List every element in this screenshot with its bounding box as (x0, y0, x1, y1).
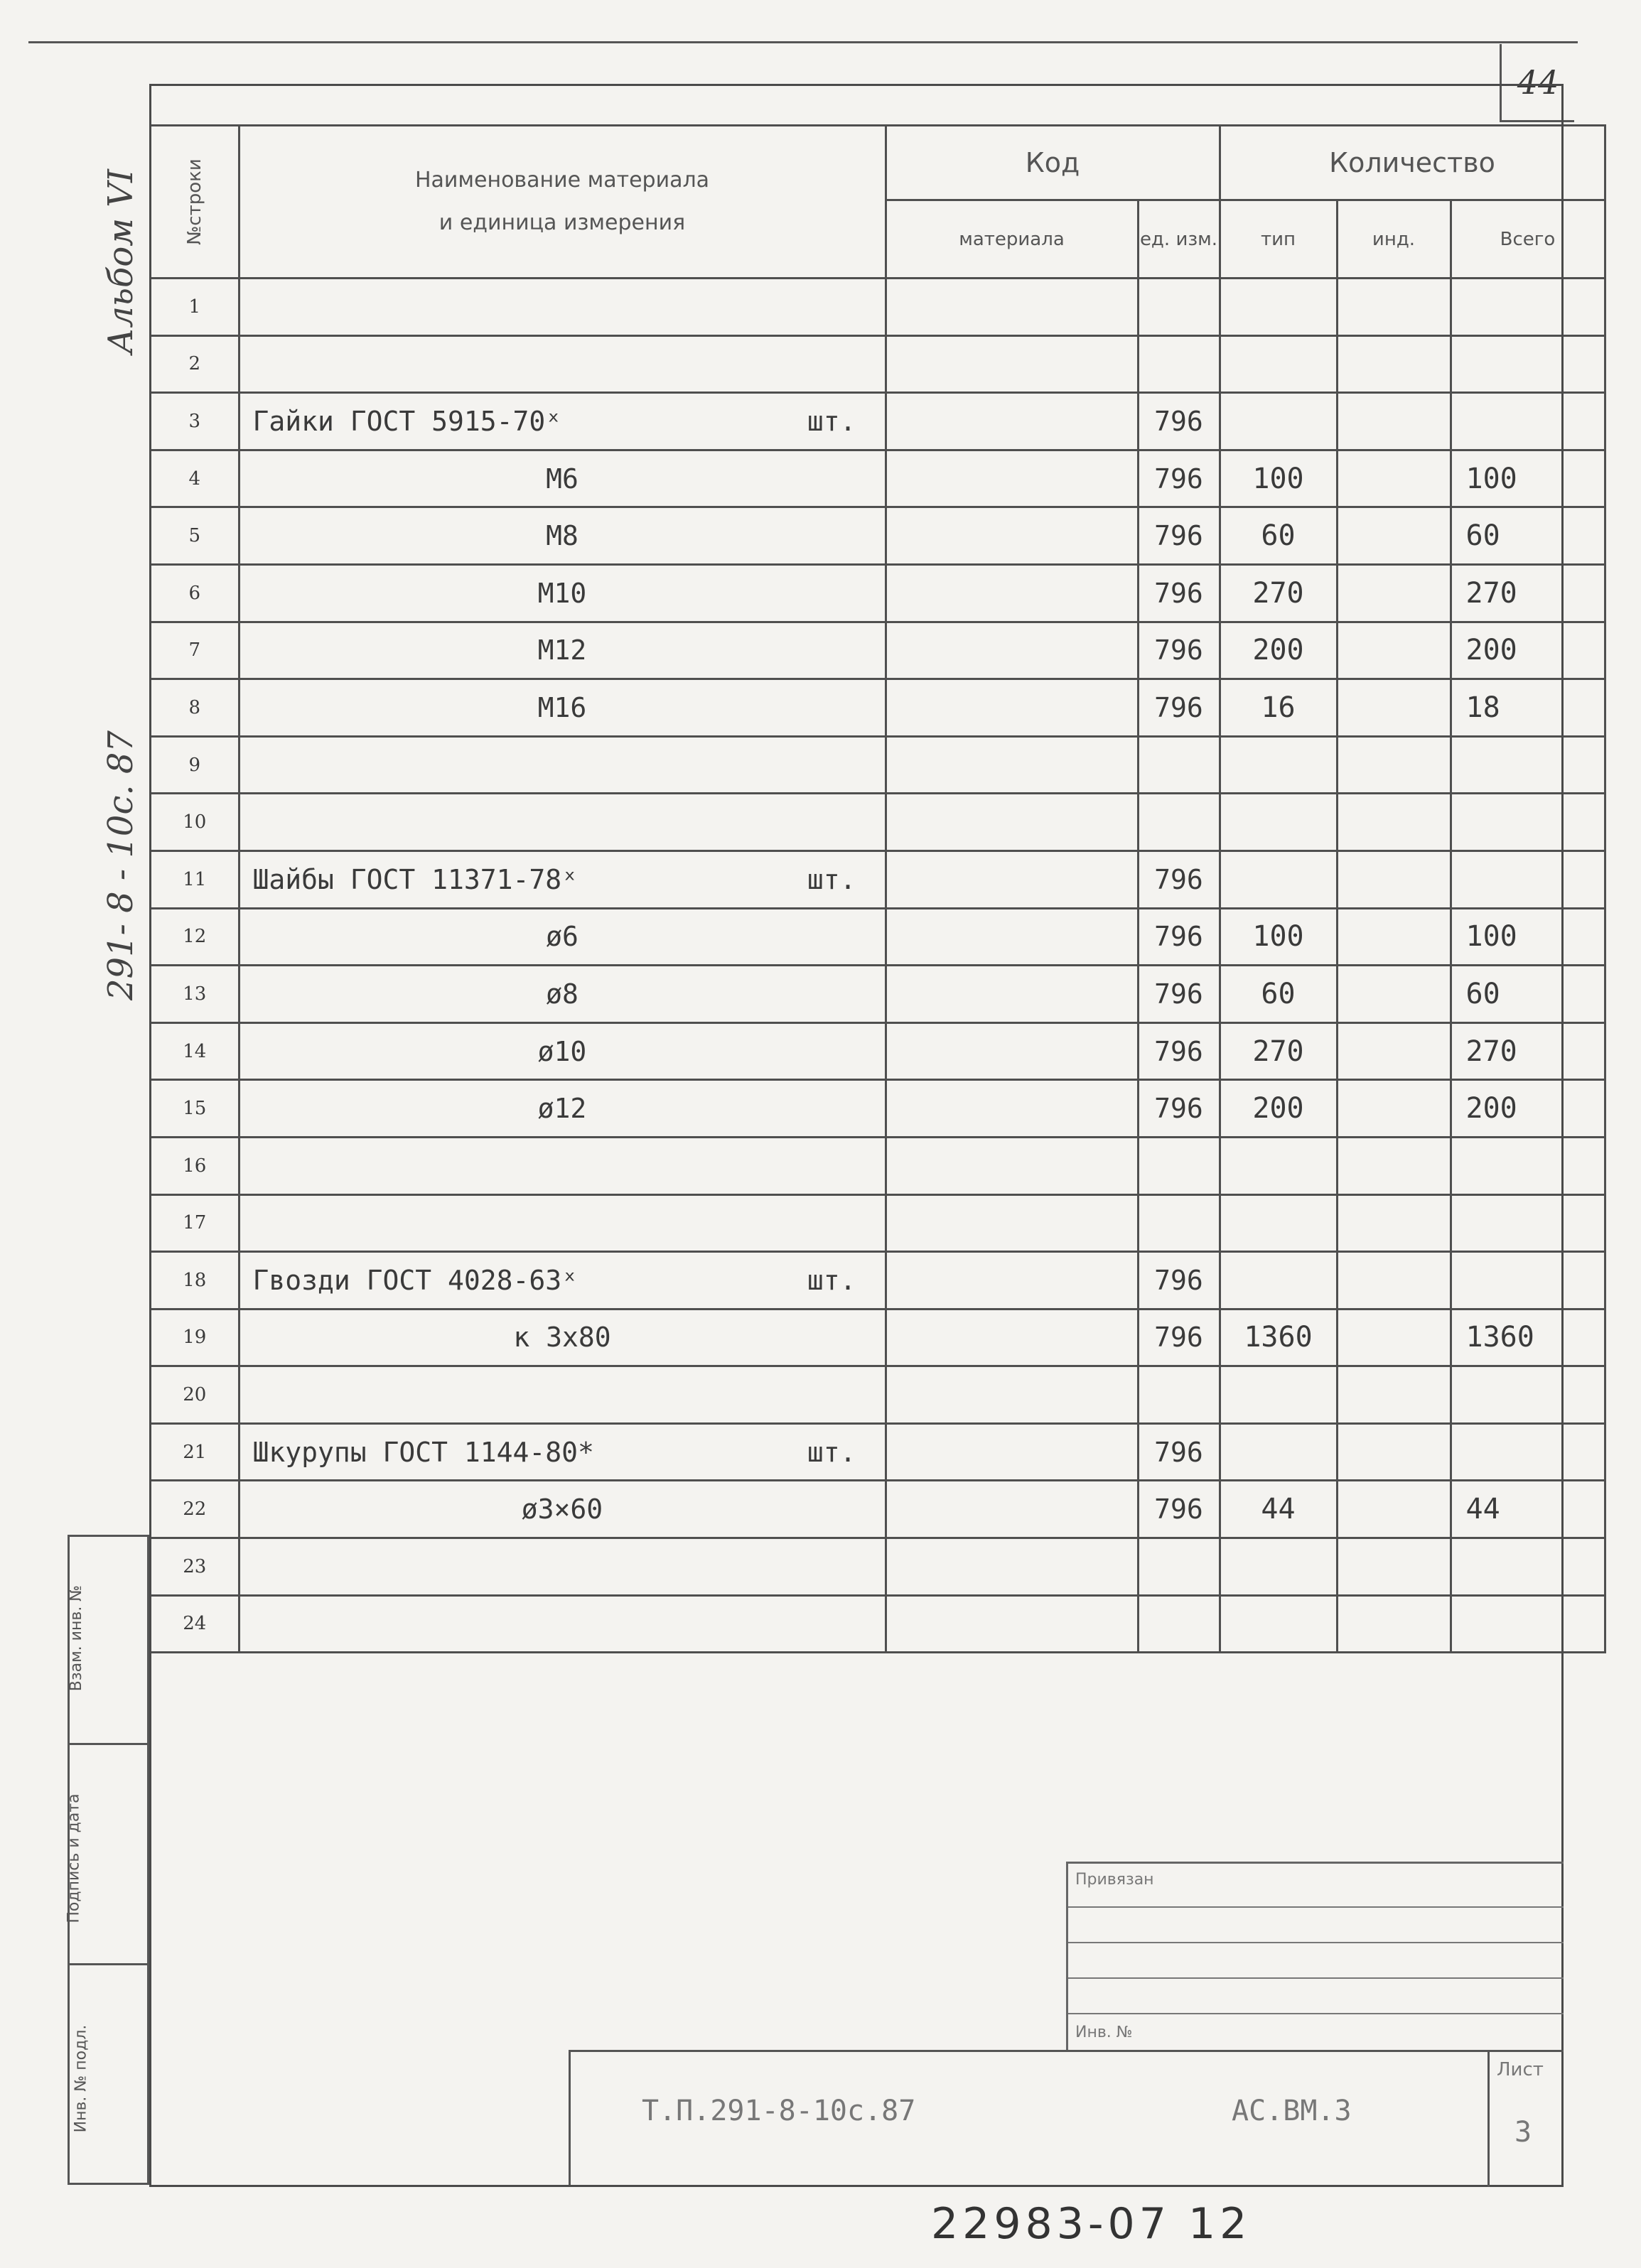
sheet-cell (1487, 2052, 1566, 2187)
row-number: 21 (151, 1423, 240, 1481)
row-number: 15 (151, 1080, 240, 1138)
qty-type: 100 (1220, 908, 1337, 966)
row-number: 7 (151, 622, 240, 679)
qty-type: 100 (1220, 450, 1337, 507)
material-name-text: ø12 (537, 1093, 587, 1125)
qty-total: 18 (1451, 679, 1605, 737)
left-margin-divider (70, 1743, 147, 1745)
material-name-text: ø8 (546, 978, 579, 1010)
material-name-text: ø3×60 (521, 1494, 603, 1526)
header-qty: Количество (1220, 126, 1605, 200)
material-name-text: Шайбы ГОСТ 11371-78ˣ (252, 863, 579, 895)
row-number: 4 (151, 450, 240, 507)
unit-code: 796 (1138, 850, 1220, 908)
row-number: 23 (151, 1538, 240, 1596)
qty-total: 270 (1451, 1022, 1605, 1080)
document-code: Т.П.291-8-10с.87 (642, 2095, 916, 2127)
top-border-line (28, 41, 1578, 43)
row-number: 2 (151, 335, 240, 393)
sheet-number: 3 (1514, 2116, 1532, 2149)
sheet-reference: АС.ВМ.3 (1232, 2095, 1352, 2127)
row-number: 16 (151, 1137, 240, 1194)
left-margin-block (65, 1535, 149, 2185)
row-number: 20 (151, 1366, 240, 1424)
stamp-label-bottom: Инв. № (1075, 2024, 1133, 2041)
row-number: 5 (151, 507, 240, 565)
qty-total: 100 (1451, 450, 1605, 507)
header-code: Код (886, 126, 1220, 200)
measure-unit-text: шт. (807, 863, 856, 895)
row-number: 6 (151, 564, 240, 622)
unit-code: 796 (1138, 908, 1220, 966)
qty-total: 1360 (1451, 1309, 1605, 1366)
qty-type: 1360 (1220, 1309, 1337, 1366)
stamp-label-top: Привязан (1075, 1871, 1154, 1889)
unit-code: 796 (1138, 450, 1220, 507)
row-number: 13 (151, 966, 240, 1023)
row-number: 11 (151, 850, 240, 908)
row-number: 17 (151, 1194, 240, 1252)
qty-total: 200 (1451, 1080, 1605, 1138)
unit-code: 796 (1138, 1423, 1220, 1481)
header-name-line1: Наименование материала (414, 168, 710, 193)
row-number: 1 (151, 279, 240, 336)
header-qty-type: тип (1220, 200, 1337, 279)
unit-code: 796 (1138, 679, 1220, 737)
measure-unit-text: шт. (807, 1436, 856, 1468)
album-label: Альбом VI (101, 169, 141, 354)
unit-code: 796 (1138, 1022, 1220, 1080)
header-qty-total: Всего (1451, 200, 1605, 279)
qty-type: 270 (1220, 1022, 1337, 1080)
unit-code: 796 (1138, 622, 1220, 679)
qty-type: 200 (1220, 622, 1337, 679)
binding-stamp (1066, 1862, 1564, 2050)
row-number: 9 (151, 736, 240, 794)
row-number: 14 (151, 1022, 240, 1080)
material-name-text: М6 (546, 463, 579, 495)
qty-type: 60 (1220, 507, 1337, 565)
qty-total: 60 (1451, 507, 1605, 565)
material-name-text: ø10 (537, 1035, 587, 1067)
project-code: 291- 8 - 10с. 87 (101, 730, 141, 1000)
qty-type: 270 (1220, 564, 1337, 622)
qty-total: 270 (1451, 564, 1605, 622)
row-number: 8 (151, 679, 240, 737)
header-row-no: №строки (151, 126, 240, 279)
material-name-text: Гвозди ГОСТ 4028-63ˣ (252, 1264, 579, 1296)
header-code-material: материала (886, 200, 1138, 279)
sheet-label: Лист (1497, 2059, 1544, 2080)
title-block (569, 2050, 1564, 2185)
archive-number: 22983-07 12 (931, 2199, 1252, 2249)
qty-total: 100 (1451, 908, 1605, 966)
row-number: 12 (151, 908, 240, 966)
unit-code: 796 (1138, 564, 1220, 622)
unit-code: 796 (1138, 966, 1220, 1023)
measure-unit-text: шт. (807, 1264, 856, 1296)
material-name-text: ø6 (546, 921, 579, 953)
unit-code: 796 (1138, 1481, 1220, 1538)
material-name-text: М16 (537, 691, 587, 723)
orig-inv-label: Инв. № подл. (72, 2024, 90, 2133)
material-name-text: М10 (537, 577, 587, 609)
header-qty-ind: инд. (1337, 200, 1451, 279)
qty-total: 60 (1451, 966, 1605, 1023)
qty-total: 200 (1451, 622, 1605, 679)
unit-code: 796 (1138, 1252, 1220, 1310)
qty-type: 16 (1220, 679, 1337, 737)
sign-date-label: Подпись и дата (65, 1793, 83, 1923)
qty-total: 44 (1451, 1481, 1605, 1538)
page-number: 44 (1500, 44, 1574, 122)
material-name-text: Шкурупы ГОСТ 1144-80* (252, 1436, 594, 1468)
unit-code: 796 (1138, 507, 1220, 565)
measure-unit-text: шт. (807, 405, 856, 437)
header-code-unit: ед. изм. (1138, 200, 1220, 279)
unit-code: 796 (1138, 1080, 1220, 1138)
unit-code: 796 (1138, 393, 1220, 450)
row-number: 24 (151, 1595, 240, 1653)
row-number: 22 (151, 1481, 240, 1538)
qty-type: 44 (1220, 1481, 1337, 1538)
row-number: 3 (151, 393, 240, 450)
inv-no-label: Взам. инв. № (68, 1584, 86, 1692)
material-name-text: М12 (537, 634, 587, 666)
row-number: 19 (151, 1309, 240, 1366)
qty-type: 60 (1220, 966, 1337, 1023)
material-name-text: М8 (546, 520, 579, 552)
qty-type: 200 (1220, 1080, 1337, 1138)
material-name-text: к 3х80 (513, 1322, 611, 1354)
unit-code: 796 (1138, 1309, 1220, 1366)
row-number: 18 (151, 1252, 240, 1310)
material-name-text: Гайки ГОСТ 5915-70ˣ (252, 405, 562, 437)
header-name-line2: и единица измерения (439, 210, 686, 235)
row-number: 10 (151, 794, 240, 851)
left-margin-divider (70, 1963, 147, 1965)
